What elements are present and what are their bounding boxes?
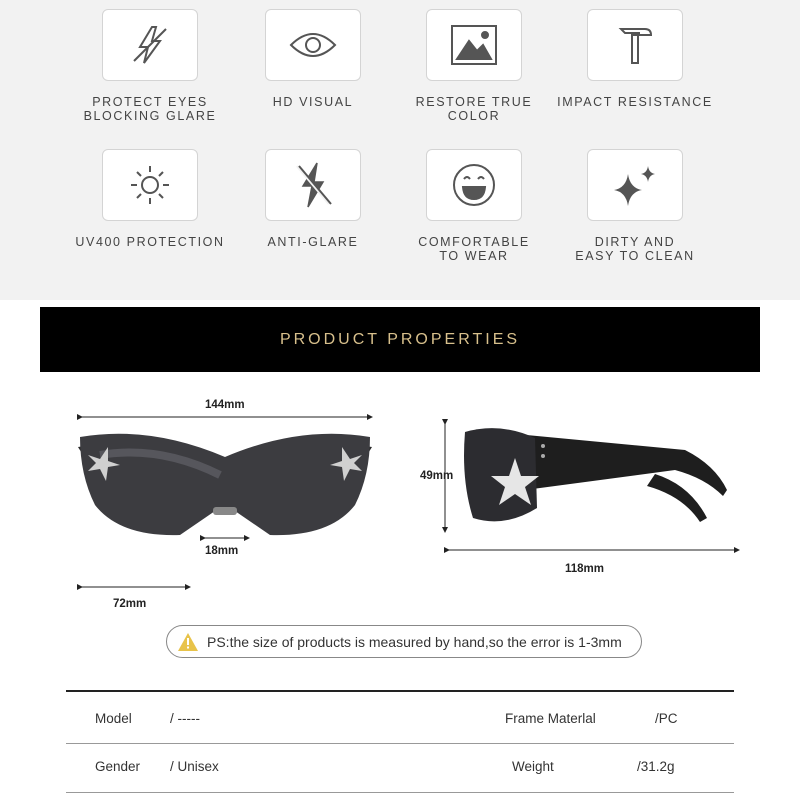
prop-material-label: Frame Materlal — [505, 711, 596, 726]
table-row-divider — [66, 743, 734, 744]
prop-gender-value: / Unisex — [170, 759, 219, 774]
feature-label-line: PROTECT EYES — [92, 95, 208, 109]
feature-icon-box — [587, 149, 683, 221]
feature-protect-eyes — [65, 9, 235, 123]
height-dimension-label: 49mm — [420, 470, 454, 482]
feature-icon-box — [265, 9, 361, 81]
feature-icon-box — [102, 149, 198, 221]
feature-comfortable — [389, 149, 559, 263]
prop-material-value: /PC — [655, 711, 678, 726]
feature-label-line: DIRTY AND — [594, 235, 676, 249]
feature-label-line: COMFORTABLE — [418, 235, 530, 249]
prop-gender-label: Gender — [95, 759, 141, 774]
feature-anti-glare — [228, 149, 398, 249]
feature-uv400 — [65, 149, 235, 249]
feature-icon-box — [426, 149, 522, 221]
feature-icon-box — [102, 9, 198, 81]
banner-title: PRODUCT PROPERTIES — [279, 330, 521, 348]
prop-weight-value: /31.2g — [637, 759, 675, 774]
product-properties-banner — [40, 307, 760, 372]
prop-model-value: / ----- — [170, 711, 200, 726]
nose-bridge — [213, 507, 237, 515]
landscape-image-icon — [449, 23, 499, 67]
feature-label-line: UV400 PROTECTION — [75, 235, 225, 249]
prop-weight-label: Weight — [512, 759, 554, 774]
sparkle-icon — [610, 162, 660, 208]
feature-icon-box — [587, 9, 683, 81]
feature-label — [65, 95, 235, 123]
lens-width-dimension-label: 72mm — [113, 598, 147, 610]
feature-icon-box — [426, 9, 522, 81]
note-text: PS:the size of products is measured by hand,so the error is 1-3mm — [207, 633, 622, 650]
feature-label — [550, 235, 720, 263]
feature-true-color — [389, 9, 559, 123]
table-bottom-rule — [66, 792, 734, 793]
feature-label-line: TO WEAR — [439, 249, 509, 263]
prop-model-label: Model — [95, 711, 132, 726]
feature-label-line: RESTORE TRUE COLOR — [415, 95, 533, 123]
feature-label — [228, 235, 398, 249]
table-top-rule — [66, 690, 734, 692]
feature-label — [389, 95, 559, 123]
feature-label-line: ANTI-GLARE — [267, 235, 359, 249]
lightning-slash-icon — [128, 23, 172, 67]
side-temple-rear — [647, 474, 707, 522]
side-view-diagram — [425, 410, 745, 560]
feature-easy-clean — [550, 149, 720, 263]
feature-label-line: BLOCKING GLARE — [83, 109, 217, 123]
hinge-rivet — [541, 454, 545, 458]
feature-label-line: IMPACT RESISTANCE — [557, 95, 713, 109]
feature-label-line: HD VISUAL — [272, 95, 354, 109]
sun-icon — [128, 163, 172, 207]
feature-label — [389, 235, 559, 263]
front-view-diagram — [70, 395, 380, 605]
feature-impact — [550, 9, 720, 109]
temple-dimension-label: 118mm — [565, 563, 605, 575]
hinge-rivet — [541, 444, 545, 448]
feature-label-line: EASY TO CLEAN — [575, 249, 695, 263]
feature-label — [228, 95, 398, 109]
feature-hd-visual — [228, 9, 398, 109]
features-panel — [0, 0, 800, 300]
warning-icon — [177, 632, 199, 652]
bridge-dimension-label: 18mm — [205, 545, 239, 557]
anti-glare-icon — [291, 160, 335, 210]
hammer-icon — [615, 23, 655, 67]
eye-icon — [288, 28, 338, 62]
feature-label — [550, 95, 720, 109]
width-dimension-label: 144mm — [205, 399, 245, 411]
side-lens — [464, 428, 537, 521]
feature-icon-box — [265, 149, 361, 221]
smiley-icon — [451, 162, 497, 208]
feature-label — [65, 235, 235, 249]
measurement-note — [166, 625, 642, 658]
